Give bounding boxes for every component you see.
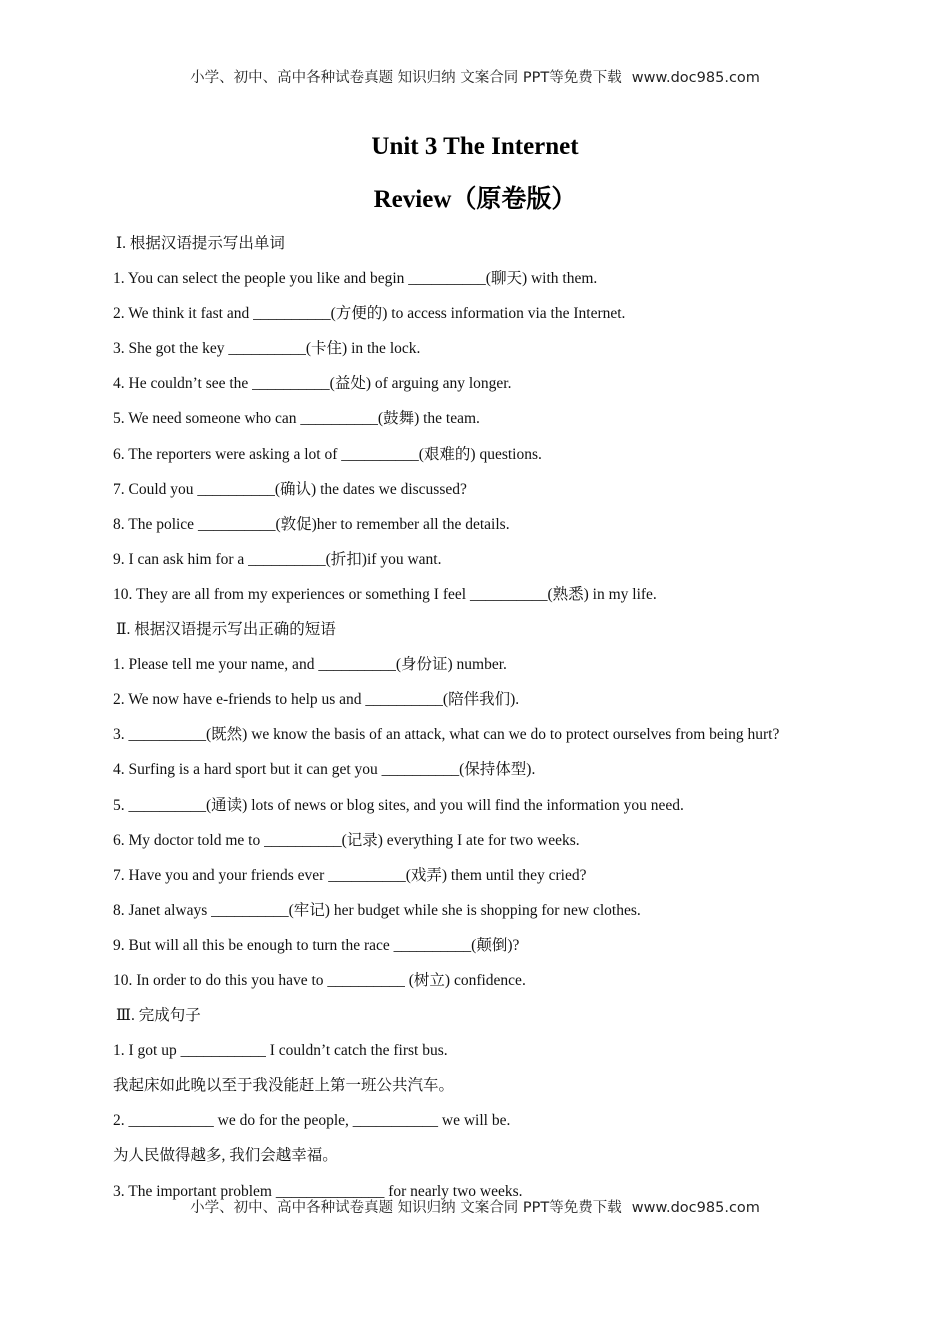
page-footer	[0, 1196, 950, 1217]
exercise-line: 我起床如此晚以至于我没能赶上第一班公共汽车。	[113, 1077, 455, 1095]
exercise-line: 3. __________(既然) we know the basis of an attack, what can we do to protect ourselves from being hurt?	[113, 726, 780, 744]
exercise-line: 3. She got the key __________(卡住) in the lock.	[113, 340, 421, 358]
section-heading: Ⅰ. 根据汉语提示写出单词	[116, 235, 285, 252]
doc-subtitle: Review（原卷版）	[373, 186, 577, 213]
exercise-line: 为人民做得越多, 我们会越幸福。	[113, 1147, 338, 1165]
exercise-line: 6. The reporters were asking a lot of __________(艰难的) questions.	[113, 445, 542, 463]
exercise-line: 3. The important problem ______________ for nearly two weeks.	[113, 1182, 523, 1200]
exercise-line: 10. In order to do this you have to __________ (树立) confidence.	[113, 971, 526, 989]
exercise-line: 4. Surfing is a hard sport but it can get you __________(保持体型).	[113, 761, 536, 779]
doc-title: Unit 3 The Internet	[371, 133, 579, 160]
exercise-line: 2. ___________ we do for the people, ___________ we will be.	[113, 1112, 511, 1130]
exercise-line: 1. Please tell me your name, and __________(身份证) number.	[113, 656, 507, 674]
exercise-line: 5. __________(通读) lots of news or blog sites, and you will find the information you need.	[113, 796, 684, 814]
section-heading: Ⅱ. 根据汉语提示写出正确的短语	[116, 621, 336, 639]
exercise-line: 1. I got up ___________ I couldn’t catch the first bus.	[113, 1042, 448, 1060]
exercise-line: 2. We now have e-friends to help us and __________(陪伴我们).	[113, 691, 520, 709]
section-heading: Ⅲ. 完成句子	[116, 1007, 201, 1025]
footer-text: 小学、初中、高中各种试卷真题 知识归纳 文案合同 PPT等免费下载	[190, 1200, 622, 1216]
exercise-line: 8. Janet always __________(牢记) her budget while she is shopping for new clothes.	[113, 901, 641, 919]
header-text: 小学、初中、高中各种试卷真题 知识归纳 文案合同 PPT等免费下载	[190, 70, 622, 86]
exercise-line: 1. You can select the people you like and begin __________(聊天) with them.	[113, 270, 598, 288]
exercise-line: 9. But will all this be enough to turn the race __________(颠倒)?	[113, 936, 520, 954]
exercise-line: 7. Could you __________(确认) the dates we discussed?	[113, 480, 467, 498]
page-header	[0, 66, 950, 87]
exercise-line: 6. My doctor told me to __________(记录) everything I ate for two weeks.	[113, 831, 580, 849]
exercise-line: 4. He couldn’t see the __________(益处) of arguing any longer.	[113, 375, 512, 393]
exercise-line: 10. They are all from my experiences or something I feel __________(熟悉) in my life.	[113, 585, 657, 603]
exercise-line: 8. The police __________(敦促)her to remember all the details.	[113, 515, 510, 533]
exercise-line: 9. I can ask him for a __________(折扣)if you want.	[113, 550, 442, 568]
exercise-line: 5. We need someone who can __________(鼓舞) the team.	[113, 410, 480, 428]
header-url[interactable]: www.doc985.com	[631, 70, 760, 86]
exercise-body	[113, 226, 913, 1209]
exercise-line: 2. We think it fast and __________(方便的) to access information via the Internet.	[113, 305, 626, 323]
exercise-line: 7. Have you and your friends ever __________(戏弄) them until they cried?	[113, 866, 587, 884]
footer-url[interactable]: www.doc985.com	[631, 1200, 760, 1216]
